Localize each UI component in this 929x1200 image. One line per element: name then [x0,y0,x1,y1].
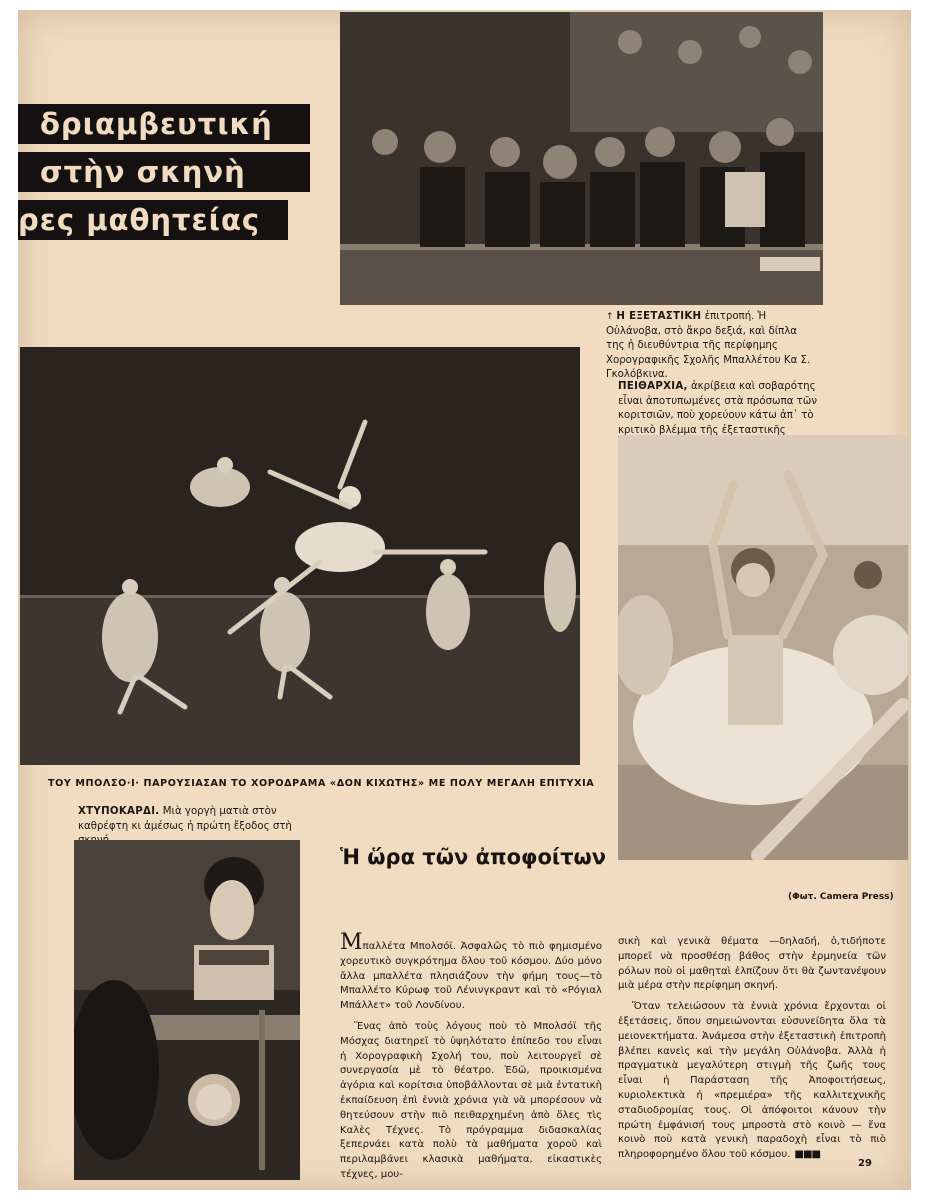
mirror-photo [74,840,300,1180]
article-paragraph: Ὅταν τελειώσουν τὰ ἐννιὰ χρόνια ἔρχονται οἱ ἐξετάσεις, ὅπου σημειώνονται εὐσυνείδητα ὅλα τὰ μειονεκτήματα. Ἀνάμεσα στὴν ἐξεταστικὴ ἐπιτροπὴ βλέπει κανεὶς καὶ τὴν μεγάλη Οὐλάνοβα. Ἀλλὰ ἡ πραγματικὰ μεγαλύτερη στιγμὴ τῆς ζωῆς τους εἶναι ἡ Παράσταση τῆς Ἀποφοιτήσεως, κυριολεκτικὰ ἡ «πρεμιέρα» τῆς καλλιτεχνικῆς σταδιοδρομίας τους. Οἱ ἀπόφοιτοι κάνουν τὴν πρώτη ἐμφάνισή τους μπροστὰ στὸ κοινὸ — ἕνα κοινὸ ποὺ κατὰ γενικὴ παραδοχὴ εἶναι τὸ πιὸ πληροφορημένο ὅλου τοῦ κόσμου. ■■■ [618,1001,886,1161]
headline-line-2: στὴν σκηνὴ [18,152,310,192]
photo-credit: (Φωτ. Camera Press) [788,892,894,902]
article-column-1 [340,930,602,1189]
article-paragraph: Μπαλλέτα Μπολσόϊ. Ἀσφαλῶς τὸ πιὸ φημισμένο χορευτικὸ συγκρότημα ὅλου τοῦ κόσμου. Δύο μόνο ἄλλα μπαλλέτα πλησιάζουν τὴν φήμη τους—τὸ Μπαλλέτο Κύρωφ τοῦ Λένινγκραντ καὶ τὸ «Ρόγιαλ Μπάλλετ» τοῦ Λονδίνου. [340,930,602,1012]
stage-photo [20,347,580,765]
section-title: Ἡ ὥρα τῶν ἀποφοίτων [340,845,607,869]
stage-caption: ΤΟΥ ΜΠΟΛΣΟ·Ι· ΠΑΡΟΥΣΙΑΣΑΝ ΤΟ ΧΟΡΟΔΡΑΜΑ «ΔΟΝ ΚΙΧΩΤΗΣ» ΜΕ ΠΟΛΥ ΜΕΓΑΛΗ ΕΠΙΤΥΧΙΑ [48,778,595,789]
headline-line-1: δριαμβευτική [18,104,310,144]
end-mark: ■■■ [794,1149,821,1161]
article-column-2 [618,935,886,1169]
article-paragraph: Ἕνας ἀπὸ τοὺς λόγους ποὺ τὸ Μπολσόϊ τῆς Μόσχας διατηρεῖ τὸ ὑψηλότατο ἐπίπεδο του εἶναι ἡ Χορογραφικὴ Σχολή του, ποὺ λειτουργεῖ σὲ συνεργασία μὲ τὸ θέατρο. Ἐδῶ, προικισμένα ἀγόρια καὶ κορίτσια ὑποβάλλονται σὲ μιὰ ἐντατικὴ ἐκπαίδευση ἐπὶ ἐννιὰ χρόνια γιὰ νὰ μπορέσουν νὰ θητεύσουν στὴν πιὸ πειθαρχημένη ἀπὸ ὅλες τὶς Καλὲς Τέχνες. Τὸ πρόγραμμα διδασκαλίας ξεπερνάει κατὰ πολὺ τὰ μαθήματα χοροῦ καὶ περιλαμβάνει κλασικὰ μαθήματα, εἰκαστικὲς τέχνες, μου- [340,1020,602,1180]
magazine-page [18,10,911,1190]
committee-caption: ↑ Η ΕΞΕΤΑΣΤΙΚΗ ἐπιτροπή. Ἡ Οὐλάνοβα, στὸ ἄκρο δεξιά, καὶ δίπλα της ἡ διευθύντρια τῆς περίφημης Χορογραφικῆς Σχολῆς Μπαλλέτου Κα Σ. Γκολόβκινα. [606,311,811,380]
article-paragraph: σικὴ καὶ γενικὰ θέματα —δηλαδή, ὁ,τιδήποτε μπορεῖ νὰ προσθέσῃ βάθος στὴν ἑρμηνεία τῶν ρόλων ποὺ οἱ μαθηταὶ ἐλπίζουν ὅτι θὰ ζωντανέψουν μιὰ μέρα στὴν περίφημη σκηνή. [618,936,886,992]
arrow-up-icon: ↑ [606,312,617,322]
dancer-photo [618,435,908,860]
heartbeat-caption: ΧΤΥΠΟΚΑΡΔΙ. Μιὰ γοργὴ ματιὰ στὸν καθρέφτη κι ἀμέσως ἡ πρώτη ἔξοδος στὴ [78,806,292,832]
headline-line-3: ρες μαθητείας [18,200,288,240]
dropcap: Μ [340,930,363,955]
discipline-caption: ΠΕΙΘΑΡΧΙΑ, ἀκρίβεια καὶ σοβαρότης εἶναι ἀποτυπωμένες στὰ πρόσωπα τῶν κοριτσιῶν, ποὺ χορεύουν κάτω ἀπ᾿ τὸ κριτικὸ βλέμμα τῆς ἐξεταστικῆς [618,380,823,453]
committee-photo [340,12,823,305]
page-number: 29 [858,1158,872,1169]
